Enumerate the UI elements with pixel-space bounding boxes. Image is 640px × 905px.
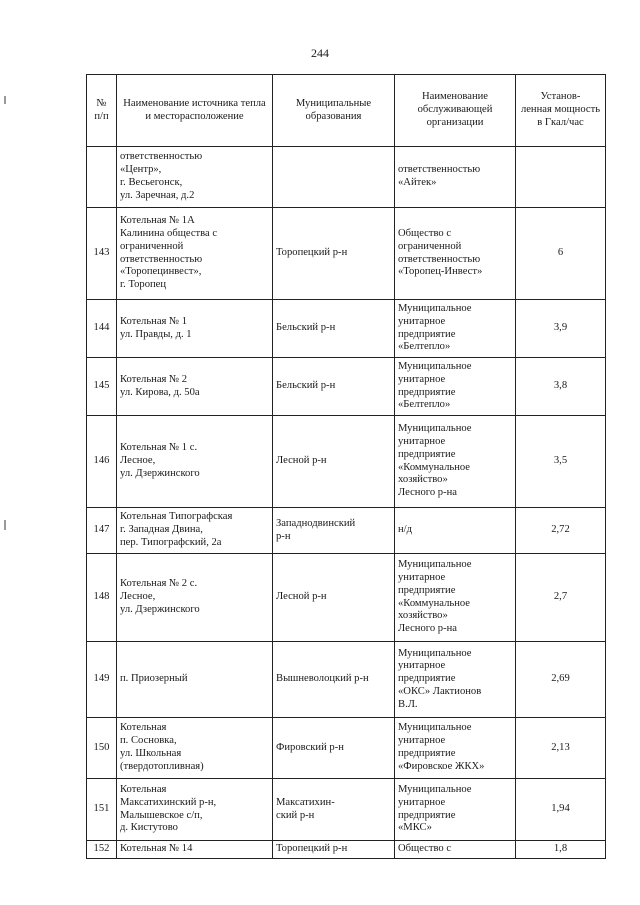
row-num: 148 [87, 554, 117, 642]
boiler-table [86, 74, 606, 859]
row-municipality: Торопецкий р-н [273, 841, 395, 859]
row-municipality: Бельский р-н [273, 358, 395, 416]
row-municipality: Фировский р-н [273, 718, 395, 779]
row-source: Котельная № 2 ул. Кирова, д. 50а [117, 358, 273, 416]
row-num [87, 147, 117, 208]
row-num: 146 [87, 416, 117, 508]
table-row [87, 642, 606, 718]
row-num: 149 [87, 642, 117, 718]
header-num: № п/п [87, 75, 117, 147]
table-header-row [87, 75, 606, 147]
row-source: Котельная п. Сосновка, ул. Школьная (твердотопливная) [117, 718, 273, 779]
row-organization: Общество с [395, 841, 516, 859]
row-organization: Муниципальное унитарное предприятие «Белтепло» [395, 358, 516, 416]
row-num: 143 [87, 208, 117, 300]
table-row [87, 147, 606, 208]
row-municipality: Лесной р-н [273, 416, 395, 508]
row-num: 150 [87, 718, 117, 779]
row-source: Котельная № 1 ул. Правды, д. 1 [117, 300, 273, 358]
row-source: п. Приозерный [117, 642, 273, 718]
row-organization: ответственностью «Айтек» [395, 147, 516, 208]
row-municipality: Бельский р-н [273, 300, 395, 358]
row-organization: Муниципальное унитарное предприятие «МКС» [395, 779, 516, 841]
table-row [87, 841, 606, 859]
header-municipality: Муниципальные образования [273, 75, 395, 147]
row-capacity: 2,69 [516, 642, 606, 718]
row-source: Котельная № 2 с. Лесное, ул. Дзержинского [117, 554, 273, 642]
row-source: Котельная № 1А Калинина общества с ограниченной ответственностью «Торопецинвест», г. Торопец [117, 208, 273, 300]
row-capacity [516, 147, 606, 208]
row-organization: Муниципальное унитарное предприятие «Коммунальное хозяйство» Лесного р-на [395, 554, 516, 642]
row-source: ответственностью «Центр», г. Весьегонск, ул. Заречная, д.2 [117, 147, 273, 208]
row-municipality: Вышневолоцкий р-н [273, 642, 395, 718]
row-capacity: 1,94 [516, 779, 606, 841]
row-source: Котельная № 1 с. Лесное, ул. Дзержинского [117, 416, 273, 508]
table-row [87, 779, 606, 841]
row-capacity: 2,13 [516, 718, 606, 779]
row-organization: Муниципальное унитарное предприятие «Белтепло» [395, 300, 516, 358]
row-source: Котельная Типографская г. Западная Двина, пер. Типографский, 2а [117, 508, 273, 554]
row-municipality: Западнодвинский р-н [273, 508, 395, 554]
table-row [87, 508, 606, 554]
row-organization: Муниципальное унитарное предприятие «ОКС» Лактионов В.Л. [395, 642, 516, 718]
row-num: 144 [87, 300, 117, 358]
header-organization: Наименование обслуживающей организации [395, 75, 516, 147]
row-organization: н/д [395, 508, 516, 554]
table-row [87, 358, 606, 416]
row-organization: Муниципальное унитарное предприятие «Коммунальное хозяйство» Лесного р-на [395, 416, 516, 508]
row-capacity: 6 [516, 208, 606, 300]
scan-mark-left-top [4, 96, 6, 104]
page-number: 244 [311, 46, 329, 60]
row-num: 147 [87, 508, 117, 554]
row-municipality: Торопецкий р-н [273, 208, 395, 300]
row-capacity: 3,8 [516, 358, 606, 416]
row-source: Котельная Максатихинский р-н, Малышевское с/п, д. Кистутово [117, 779, 273, 841]
row-municipality: Лесной р-н [273, 554, 395, 642]
table-row [87, 300, 606, 358]
row-capacity: 2,72 [516, 508, 606, 554]
table-row [87, 718, 606, 779]
row-capacity: 3,5 [516, 416, 606, 508]
row-capacity: 1,8 [516, 841, 606, 859]
row-organization: Муниципальное унитарное предприятие «Фировское ЖКХ» [395, 718, 516, 779]
row-source: Котельная № 14 [117, 841, 273, 859]
row-capacity: 2,7 [516, 554, 606, 642]
scan-mark-left-bottom [4, 520, 6, 530]
row-num: 145 [87, 358, 117, 416]
header-source: Наименование источника тепла и месторасположение [117, 75, 273, 147]
row-num: 151 [87, 779, 117, 841]
header-capacity: Установ- ленная мощность в Гкал/час [516, 75, 606, 147]
table-row [87, 208, 606, 300]
table-row [87, 554, 606, 642]
row-num: 152 [87, 841, 117, 859]
row-municipality: Максатихин- ский р-н [273, 779, 395, 841]
row-municipality [273, 147, 395, 208]
row-capacity: 3,9 [516, 300, 606, 358]
row-organization: Общество с ограниченной ответственностью «Торопец-Инвест» [395, 208, 516, 300]
table-row [87, 416, 606, 508]
